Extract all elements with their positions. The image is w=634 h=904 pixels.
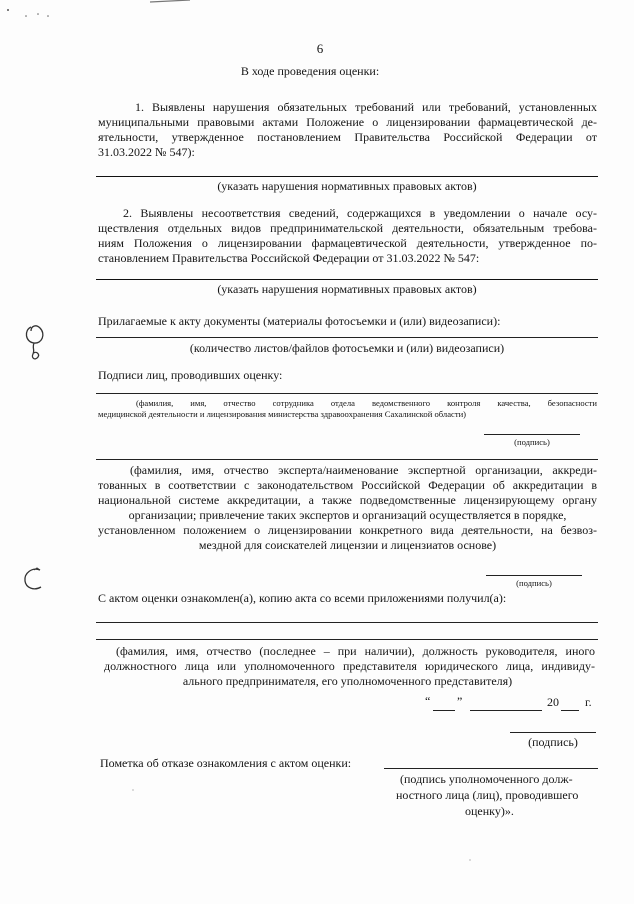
expert-caption-line-4: организации; привлечение таких экспертов и организаций осуществляется в порядке, bbox=[128, 508, 567, 522]
acquaintance-caption-line-1: (фамилия, имя, отчество (последнее – при наличии), должность руководителя, иного bbox=[116, 644, 595, 658]
expert-signature-caption: (подпись) bbox=[516, 578, 552, 588]
item2-line-3: ниям Положения о лицензировании фармацевтической деятельности, утвержденное по- bbox=[98, 236, 597, 250]
acquaintance-fill-line-1[interactable] bbox=[96, 622, 598, 623]
date-day-line[interactable] bbox=[433, 710, 455, 711]
expert-signature-line[interactable] bbox=[486, 575, 582, 576]
refusal-fill-line[interactable] bbox=[384, 768, 598, 769]
expert-caption-line-3: национальной системе аккредитации, а также подведомственные лицензирующему органу bbox=[98, 493, 597, 507]
signatures-label: Подписи лиц, проводивших оценку: bbox=[98, 368, 283, 382]
expert-caption-line-6: мездной для соискателей лицензии и лицензиатов основе) bbox=[198, 538, 497, 552]
page-heading: В ходе проведения оценки: bbox=[240, 64, 380, 78]
refusal-caption-line-2: ностного лица (лиц), проводившего bbox=[396, 788, 579, 802]
expert-caption-line-2: тованных в соответствии с законодательством Российской Федерации об аккредитации в bbox=[98, 478, 597, 492]
date-close-quote: ” bbox=[457, 694, 463, 708]
acquaintance-signature-caption: (подпись) bbox=[528, 735, 578, 749]
item1-line-1: 1. Выявлены нарушения обязательных требований или требований, установленных bbox=[135, 100, 597, 114]
item1-line-3: ятельности, утвержденное постановлением Правительства Российской Федерации от bbox=[98, 130, 597, 144]
item2-line-1: 2. Выявлены несоответствия сведений, содержащихся в уведомлении о начале осу- bbox=[123, 206, 597, 220]
page-number: 6 bbox=[316, 41, 324, 56]
item2-line-4: становлением Правительства Российской Федерации от 31.03.2022 № 547: bbox=[98, 251, 480, 265]
item1-line-2: муниципальными правовыми актами Положение о лицензировании фармацевтической де- bbox=[98, 115, 597, 129]
attachments-caption: (количество листов/файлов фотосъемки и (или) видеозаписи) bbox=[189, 341, 505, 355]
employee-signature-line[interactable] bbox=[484, 434, 580, 435]
item2-line-2: ществления отдельных видов предпринимательской деятельности, обязательным требова- bbox=[98, 221, 597, 235]
acquaintance-caption-line-2: должностного лица или уполномоченного представителя юридического лица, индивиду- bbox=[104, 659, 595, 673]
acquaintance-label: С актом оценки ознакомлен(а), копию акта со всеми приложениями получил(а): bbox=[98, 591, 507, 605]
date-year-line[interactable] bbox=[561, 710, 579, 711]
acquaintance-signature-line[interactable] bbox=[510, 732, 596, 733]
item2-caption: (указать нарушения нормативных правовых актов) bbox=[217, 282, 477, 296]
employee-caption-line-1: (фамилия, имя, отчество сотрудника отдела ведомственного контроля качества, безопасности bbox=[136, 398, 597, 408]
expert-caption-line-1: (фамилия, имя, отчество эксперта/наименование экспертной организации, аккреди- bbox=[130, 463, 597, 477]
date-month-line[interactable] bbox=[470, 710, 542, 711]
item1-line-4: 31.03.2022 № 547): bbox=[98, 145, 195, 159]
item1-caption: (указать нарушения нормативных правовых актов) bbox=[217, 179, 477, 193]
date-year-suffix: г. bbox=[585, 695, 592, 709]
date-open-quote: “ bbox=[425, 694, 431, 708]
refusal-caption-line-1: (подпись уполномоченного долж- bbox=[400, 772, 573, 786]
expert-caption-line-5: установленном положением о лицензировании конкретного вида деятельности, на безвоз- bbox=[98, 523, 597, 537]
expert-fill-line[interactable] bbox=[96, 459, 598, 460]
item1-fill-line[interactable] bbox=[96, 176, 598, 177]
refusal-caption-line-3: оценку)». bbox=[465, 804, 514, 818]
employee-signature-caption: (подпись) bbox=[514, 437, 550, 447]
acquaintance-caption-line-3: ального предпринимателя, его уполномоченного представителя) bbox=[182, 674, 513, 688]
employee-fill-line[interactable] bbox=[96, 393, 598, 394]
refusal-label: Пометка об отказе ознакомления с актом оценки: bbox=[100, 756, 352, 770]
acquaintance-fill-line-2[interactable] bbox=[96, 639, 598, 640]
item2-fill-line[interactable] bbox=[96, 279, 598, 280]
date-year-prefix: 20 bbox=[547, 695, 559, 709]
attachments-fill-line[interactable] bbox=[96, 337, 598, 338]
attachments-label: Прилагаемые к акту документы (материалы фотосъемки и (или) видеозаписи): bbox=[98, 314, 501, 328]
employee-caption-line-2: медицинской деятельности и лицензирования министерства здравоохранения Сахалинской области) bbox=[98, 409, 467, 419]
